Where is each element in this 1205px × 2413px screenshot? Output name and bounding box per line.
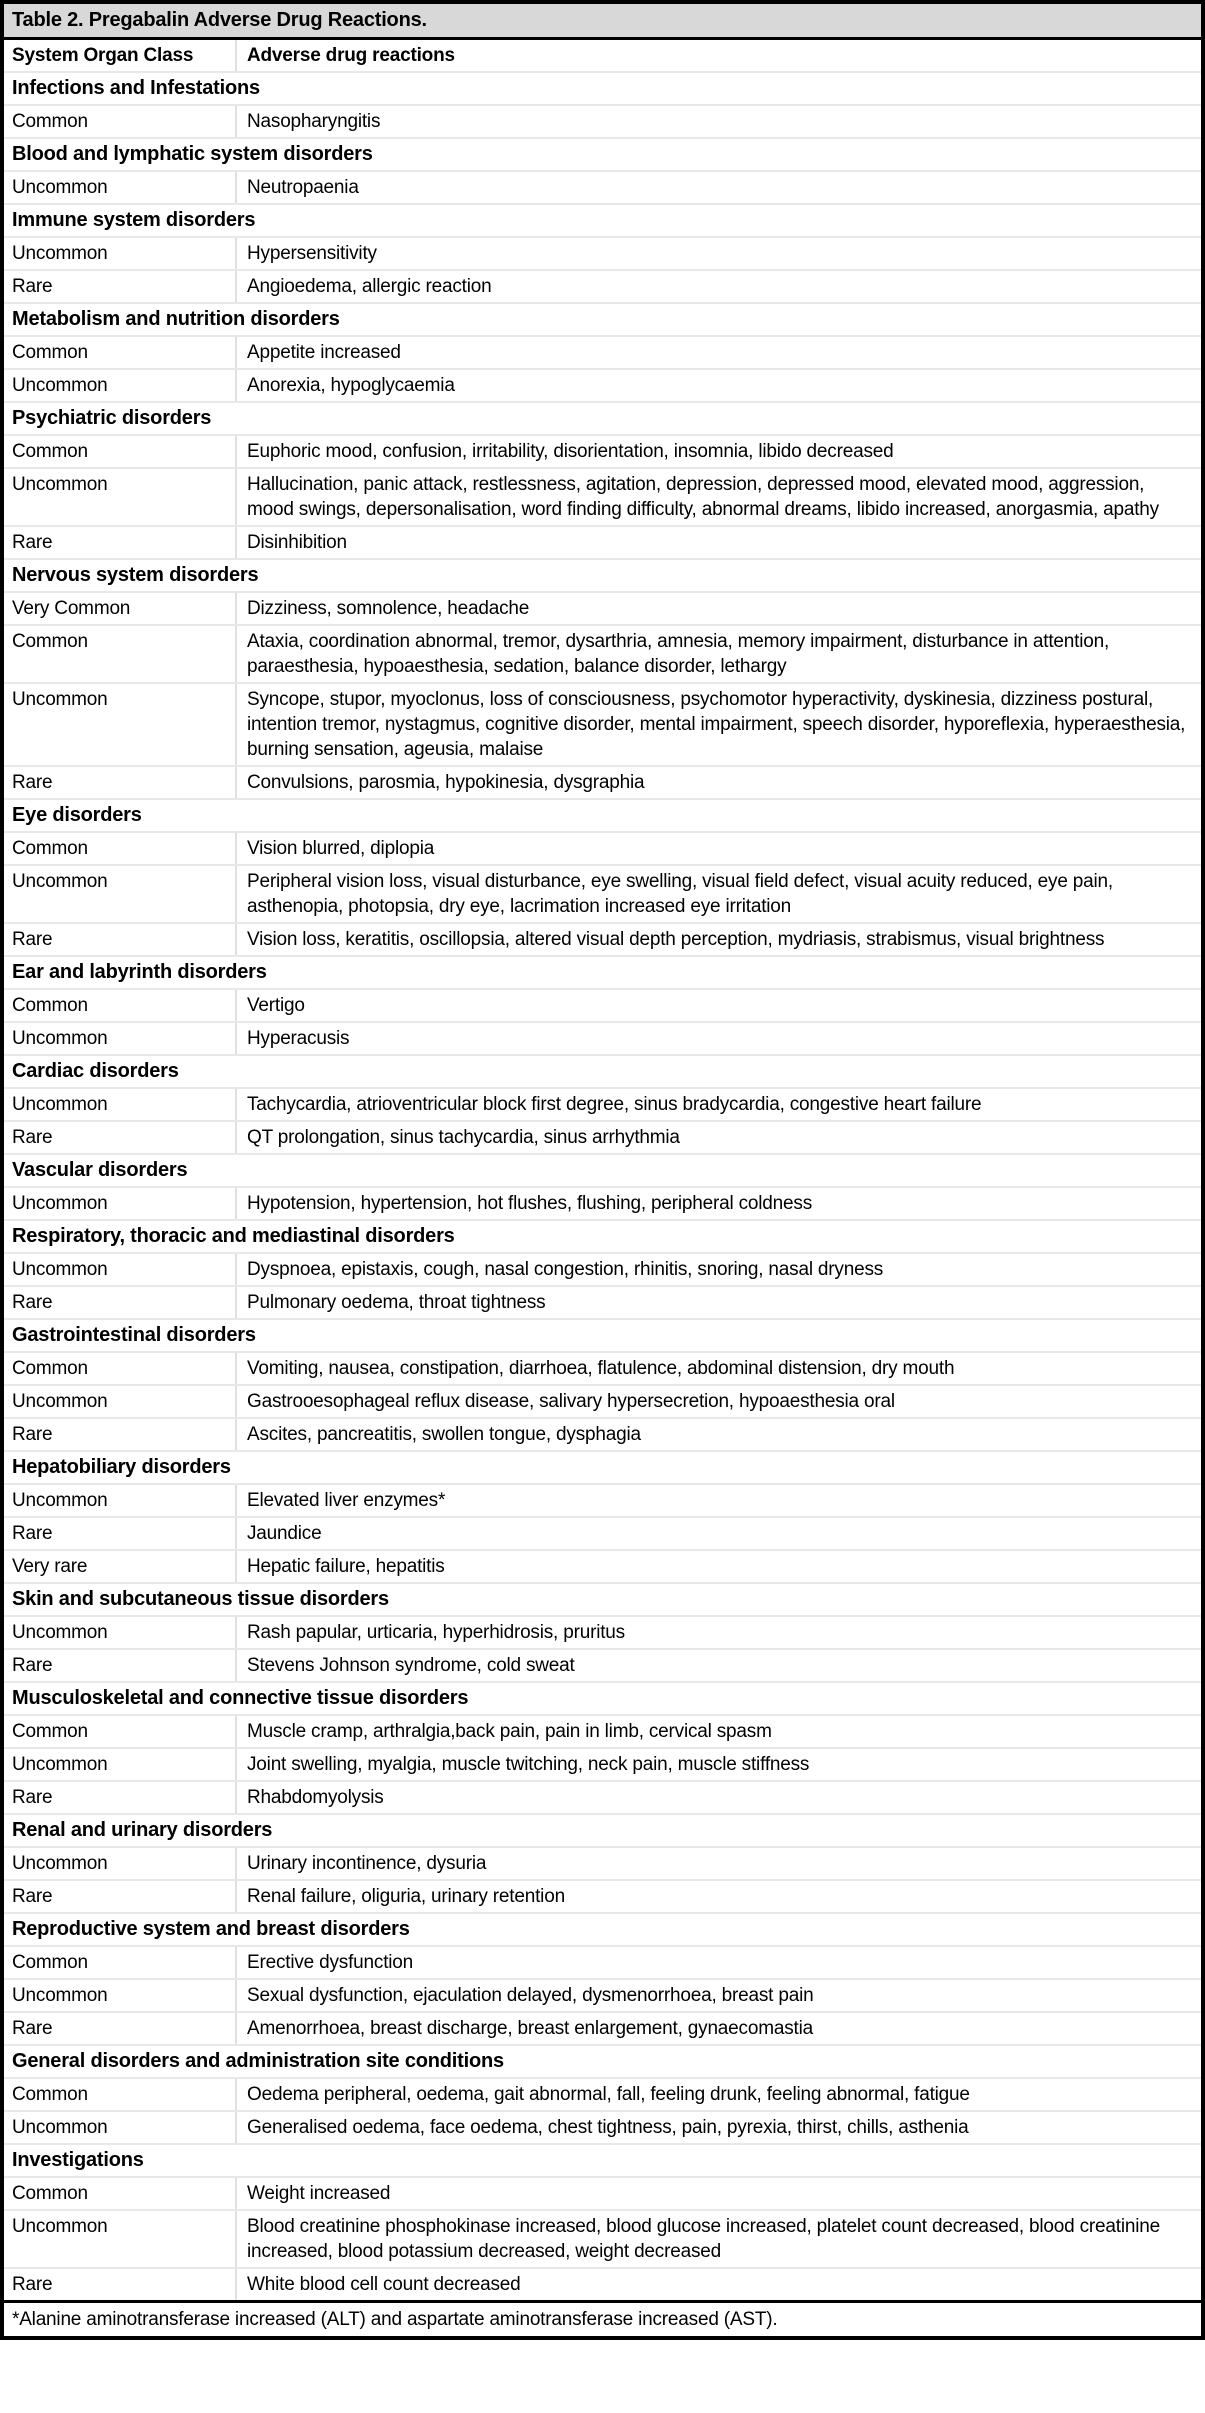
table-row [4, 1716, 1201, 1749]
section-header-row: Respiratory, thoracic and mediastinal disorders [4, 1221, 1201, 1254]
table-row [4, 1980, 1201, 2013]
table-row [4, 1749, 1201, 1782]
reactions-cell: Renal failure, oliguria, urinary retention [247, 1886, 565, 1907]
reactions-cell: Anorexia, hypoglycaemia [247, 375, 455, 396]
frequency-cell: Common [4, 436, 237, 467]
reactions-cell: Neutropaenia [247, 177, 359, 198]
frequency-cell: Uncommon [4, 1617, 237, 1648]
table-row [4, 1122, 1201, 1155]
table-row [4, 1485, 1201, 1518]
reactions-cell: Hypotension, hypertension, hot flushes, flushing, peripheral coldness [247, 1193, 812, 1214]
table-row [4, 990, 1201, 1023]
table-row [4, 1947, 1201, 1980]
frequency-cell: Uncommon [4, 1089, 237, 1120]
frequency-cell: Common [4, 1353, 237, 1384]
section-header-row: Blood and lymphatic system disorders [4, 139, 1201, 172]
frequency-cell: Common [4, 1716, 237, 1747]
reactions-cell: Jaundice [247, 1523, 322, 1544]
frequency-cell: Uncommon [4, 1023, 237, 1054]
reactions-cell: QT prolongation, sinus tachycardia, sinus arrhythmia [247, 1127, 680, 1148]
section-header-row: Musculoskeletal and connective tissue disorders [4, 1683, 1201, 1716]
table-row [4, 1287, 1201, 1320]
table-row [4, 1617, 1201, 1650]
frequency-cell: Uncommon [4, 1848, 237, 1879]
table-row [4, 469, 1201, 527]
table-row [4, 1386, 1201, 1419]
reactions-cell: Disinhibition [247, 532, 347, 553]
reactions-cell: Erective dysfunction [247, 1952, 414, 1973]
frequency-cell: Common [4, 2178, 237, 2209]
reactions-cell: Ascites, pancreatitis, swollen tongue, dysphagia [247, 1424, 641, 1445]
table-row [4, 172, 1201, 205]
column-header-system-organ-class: System Organ Class [4, 40, 237, 71]
table-row [4, 1848, 1201, 1881]
reactions-cell: Peripheral vision loss, visual disturbance, eye swelling, visual field defect, visual acuity reduced, eye pain, asthenopia, photopsia, dry eye, lacrimation increased eye irritation [247, 871, 1113, 917]
section-header-row: Reproductive system and breast disorders [4, 1914, 1201, 1947]
table-row [4, 337, 1201, 370]
table-row [4, 1419, 1201, 1452]
table-header-row [4, 40, 1201, 73]
reactions-cell: Vision loss, keratitis, oscillopsia, altered visual depth perception, mydriasis, strabismus, visual brightness [247, 929, 1105, 950]
reactions-cell: Joint swelling, myalgia, muscle twitching, neck pain, muscle stiffness [247, 1754, 810, 1775]
frequency-cell: Uncommon [4, 1980, 237, 2011]
frequency-cell: Rare [4, 2269, 237, 2300]
reactions-cell: Euphoric mood, confusion, irritability, disorientation, insomnia, libido decreased [247, 441, 894, 462]
reactions-cell: Dizziness, somnolence, headache [247, 598, 530, 619]
reactions-cell: Gastrooesophageal reflux disease, salivary hypersecretion, hypoaesthesia oral [247, 1391, 895, 1412]
table-row [4, 1881, 1201, 1914]
reactions-cell: Sexual dysfunction, ejaculation delayed, dysmenorrhoea, breast pain [247, 1985, 814, 2006]
frequency-cell: Common [4, 106, 237, 137]
frequency-cell: Uncommon [4, 2112, 237, 2143]
frequency-cell: Uncommon [4, 370, 237, 401]
table-row [4, 2013, 1201, 2046]
section-header-row: Gastrointestinal disorders [4, 1320, 1201, 1353]
frequency-cell: Uncommon [4, 1485, 237, 1516]
reactions-cell: Stevens Johnson syndrome, cold sweat [247, 1655, 575, 1676]
table-row [4, 1254, 1201, 1287]
table-row [4, 593, 1201, 626]
frequency-cell: Uncommon [4, 866, 237, 922]
frequency-cell: Rare [4, 1782, 237, 1813]
section-header-row: Renal and urinary disorders [4, 1815, 1201, 1848]
section-header-row: Infections and Infestations [4, 73, 1201, 106]
frequency-cell: Uncommon [4, 2211, 237, 2267]
frequency-cell: Uncommon [4, 238, 237, 269]
table-row [4, 2112, 1201, 2145]
column-header-adverse-drug-reactions: Adverse drug reactions [247, 45, 455, 66]
frequency-cell: Very Common [4, 593, 237, 624]
table-row [4, 2269, 1201, 2302]
reactions-cell: Vision blurred, diplopia [247, 838, 435, 859]
reactions-cell: Muscle cramp, arthralgia,back pain, pain in limb, cervical spasm [247, 1721, 772, 1742]
frequency-cell: Rare [4, 767, 237, 798]
reactions-cell: Urinary incontinence, dysuria [247, 1853, 487, 1874]
reactions-cell: Appetite increased [247, 342, 401, 363]
reactions-cell: Ataxia, coordination abnormal, tremor, dysarthria, amnesia, memory impairment, disturbance in attention, paraesthesia, hypoaesthesia, sedation, balance disorder, lethargy [247, 631, 1110, 677]
frequency-cell: Common [4, 990, 237, 1021]
table-row [4, 1782, 1201, 1815]
reactions-cell: Vertigo [247, 995, 305, 1016]
reactions-cell: Tachycardia, atrioventricular block first degree, sinus bradycardia, congestive heart failure [247, 1094, 982, 1115]
table-row [4, 271, 1201, 304]
reactions-cell: Generalised oedema, face oedema, chest tightness, pain, pyrexia, thirst, chills, asthenia [247, 2117, 969, 2138]
table-row [4, 767, 1201, 800]
table-row [4, 833, 1201, 866]
reactions-cell: Hypersensitivity [247, 243, 377, 264]
frequency-cell: Uncommon [4, 684, 237, 765]
frequency-cell: Uncommon [4, 1749, 237, 1780]
frequency-cell: Rare [4, 1881, 237, 1912]
section-header-row: Vascular disorders [4, 1155, 1201, 1188]
table-row [4, 1188, 1201, 1221]
frequency-cell: Rare [4, 1287, 237, 1318]
frequency-cell: Common [4, 833, 237, 864]
reactions-cell: Dyspnoea, epistaxis, cough, nasal congestion, rhinitis, snoring, nasal dryness [247, 1259, 884, 1280]
section-header-row: Hepatobiliary disorders [4, 1452, 1201, 1485]
table-row [4, 2178, 1201, 2211]
frequency-cell: Rare [4, 1518, 237, 1549]
table-footnote: *Alanine aminotransferase increased (ALT) and aspartate aminotransferase increased (AST). [4, 2300, 1201, 2336]
reactions-cell: Hepatic failure, hepatitis [247, 1556, 445, 1577]
table-row [4, 527, 1201, 560]
section-header-row: Immune system disorders [4, 205, 1201, 238]
reactions-cell: Syncope, stupor, myoclonus, loss of consciousness, psychomotor hyperactivity, dyskinesia, dizziness postural, intention tremor, nystagmus, cognitive disorder, mental impairment, speech disorder, hyporeflexia, hyperaesthesia, burning sensation, ageusia, malaise [247, 689, 1186, 760]
table-row [4, 1551, 1201, 1584]
frequency-cell: Uncommon [4, 1386, 237, 1417]
section-header-row: General disorders and administration site conditions [4, 2046, 1201, 2079]
reactions-cell: Oedema peripheral, oedema, gait abnormal, fall, feeling drunk, feeling abnormal, fatigue [247, 2084, 970, 2105]
frequency-cell: Common [4, 626, 237, 682]
reactions-cell: Amenorrhoea, breast discharge, breast enlargement, gynaecomastia [247, 2018, 813, 2039]
frequency-cell: Rare [4, 1122, 237, 1153]
section-header-row: Nervous system disorders [4, 560, 1201, 593]
reactions-cell: White blood cell count decreased [247, 2274, 521, 2295]
frequency-cell: Common [4, 337, 237, 368]
reactions-cell: Nasopharyngitis [247, 111, 381, 132]
table-row [4, 1353, 1201, 1386]
table-row [4, 866, 1201, 924]
table-row [4, 684, 1201, 767]
reactions-cell: Vomiting, nausea, constipation, diarrhoea, flatulence, abdominal distension, dry mouth [247, 1358, 955, 1379]
table-row [4, 106, 1201, 139]
reactions-cell: Weight increased [247, 2183, 391, 2204]
frequency-cell: Uncommon [4, 1254, 237, 1285]
table-title: Table 2. Pregabalin Adverse Drug Reactions. [4, 4, 1201, 40]
table-row [4, 1650, 1201, 1683]
section-header-row: Cardiac disorders [4, 1056, 1201, 1089]
section-header-row: Investigations [4, 2145, 1201, 2178]
frequency-cell: Rare [4, 527, 237, 558]
frequency-cell: Rare [4, 1419, 237, 1450]
reactions-cell: Pulmonary oedema, throat tightness [247, 1292, 546, 1313]
frequency-cell: Very rare [4, 1551, 237, 1582]
frequency-cell: Common [4, 1947, 237, 1978]
reactions-cell: Rash papular, urticaria, hyperhidrosis, pruritus [247, 1622, 625, 1643]
frequency-cell: Rare [4, 2013, 237, 2044]
frequency-cell: Common [4, 2079, 237, 2110]
table-body [4, 73, 1201, 2302]
section-header-row: Skin and subcutaneous tissue disorders [4, 1584, 1201, 1617]
reactions-cell: Hyperacusis [247, 1028, 350, 1049]
table-row [4, 1089, 1201, 1122]
reactions-cell: Hallucination, panic attack, restlessness, agitation, depression, depressed mood, elevated mood, aggression, mood swings, depersonalisation, word finding difficulty, abnormal dreams, libido increased, anorgasmia, apathy [247, 474, 1159, 520]
frequency-cell: Rare [4, 271, 237, 302]
reactions-cell: Elevated liver enzymes* [247, 1490, 446, 1511]
table-row [4, 626, 1201, 684]
table-row [4, 1518, 1201, 1551]
table-row [4, 436, 1201, 469]
table-row [4, 2211, 1201, 2269]
table-row [4, 1023, 1201, 1056]
section-header-row: Ear and labyrinth disorders [4, 957, 1201, 990]
table-row [4, 2079, 1201, 2112]
table-row [4, 238, 1201, 271]
table-row [4, 924, 1201, 957]
frequency-cell: Uncommon [4, 469, 237, 525]
reactions-cell: Convulsions, parosmia, hypokinesia, dysgraphia [247, 772, 645, 793]
reactions-cell: Angioedema, allergic reaction [247, 276, 492, 297]
section-header-row: Metabolism and nutrition disorders [4, 304, 1201, 337]
frequency-cell: Rare [4, 924, 237, 955]
frequency-cell: Rare [4, 1650, 237, 1681]
section-header-row: Psychiatric disorders [4, 403, 1201, 436]
frequency-cell: Uncommon [4, 172, 237, 203]
frequency-cell: Uncommon [4, 1188, 237, 1219]
section-header-row: Eye disorders [4, 800, 1201, 833]
reactions-cell: Rhabdomyolysis [247, 1787, 384, 1808]
table-row [4, 370, 1201, 403]
reactions-cell: Blood creatinine phosphokinase increased, blood glucose increased, platelet count decreased, blood creatinine increased, blood potassium decreased, weight decreased [247, 2216, 1160, 2262]
